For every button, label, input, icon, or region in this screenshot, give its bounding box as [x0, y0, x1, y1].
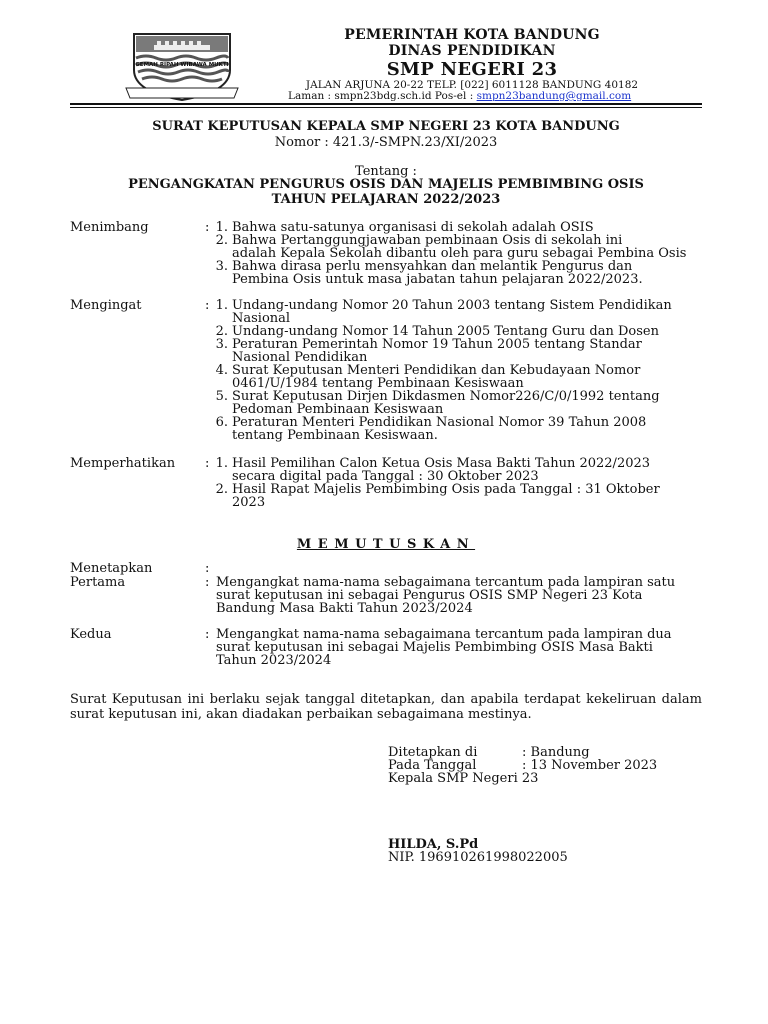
recalling-item-number: 4.	[215, 363, 228, 378]
first-text: surat keputusan ini sebagai Pengurus OSIS SMP Negeri 23 Kota	[216, 588, 643, 603]
recalling-item-text: 0461/U/1984 tentang Pembinaan Kesiswaan	[232, 376, 524, 391]
recalling-item-number: 6.	[215, 415, 228, 430]
considering-item-text: Pembina Osis untuk masa jabatan tahun pelajaran 2022/2023.	[232, 272, 643, 287]
decree-number: Nomor : 421.3/-SMPN.23/XI/2023	[274, 135, 498, 150]
considering-item-text: Bahwa Pertanggungjawaban pembinaan Osis di sekolah ini	[232, 233, 623, 248]
first-colon: :	[205, 575, 210, 590]
second-colon: :	[205, 627, 210, 642]
about-label: Tentang :	[355, 164, 417, 179]
determine-colon: :	[205, 561, 210, 576]
decree-subject-line1: PENGANGKATAN PENGURUS OSIS DAN MAJELIS PEMBIMBING OSIS	[128, 177, 644, 192]
second-text: surat keputusan ini sebagai Majelis Pembimbing OSIS Masa Bakti	[216, 640, 653, 655]
web-contact	[288, 90, 631, 102]
signer-position: Kepala SMP Negeri 23	[388, 771, 539, 786]
noting-item-number: 1.	[215, 456, 228, 471]
noting-item-text: secara digital pada Tanggal : 30 Oktober 2023	[232, 469, 539, 484]
recalling-item-text: Nasional Pendidikan	[232, 350, 368, 365]
noting-item-number: 2.	[215, 482, 228, 497]
recalling-colon: :	[205, 298, 210, 313]
department-name: DINAS PENDIDIKAN	[388, 43, 556, 59]
letterhead-rule-thin	[70, 107, 702, 108]
date-value: : 13 November 2023	[522, 758, 658, 773]
decree-subject-line2: TAHUN PELAJARAN 2022/2023	[271, 192, 501, 207]
place-label: Ditetapkan di	[388, 745, 478, 760]
recalling-item-text: Undang-undang Nomor 20 Tahun 2003 tentang Sistem Pendidikan	[232, 298, 672, 313]
considering-item-text: Bahwa satu-satunya organisasi di sekolah adalah OSIS	[232, 220, 594, 235]
recalling-item-text: Undang-undang Nomor 14 Tahun 2005 Tentang Guru dan Dosen	[232, 324, 659, 339]
noting-item-text: 2023	[232, 495, 266, 510]
recalling-item-number: 2.	[215, 324, 228, 339]
web-label: Laman : smpn23bdg.sch.id Pos-el :	[288, 90, 477, 102]
noting-label: Memperhatikan	[70, 456, 176, 471]
first-text: Bandung Masa Bakti Tahun 2023/2024	[216, 601, 473, 616]
considering-label: Menimbang	[70, 220, 149, 235]
letterhead-rule-thick	[70, 103, 702, 105]
considering-item-text: Bahwa dirasa perlu mensyahkan dan melantik Pengurus dan	[232, 259, 633, 274]
second-text: Mengangkat nama-nama sebagaimana tercantum pada lampiran dua	[216, 627, 672, 642]
logo-motto: GEMAH RIPAH WIBAWA MUKTI	[135, 62, 229, 68]
closing-paragraph: Surat Keputusan ini berlaku sejak tanggal ditetapkan, dan apabila terdapat kekeliruan dalam surat keputusan ini, akan diadakan perbaikan sebagaimana mestinya.	[70, 692, 702, 722]
signer-name: HILDA, S.Pd	[388, 837, 479, 852]
date-label: Pada Tanggal	[388, 758, 477, 773]
school-address: JALAN ARJUNA 20-22 TELP. [022] 6011128 BANDUNG 40182	[305, 79, 639, 91]
place-value: : Bandung	[522, 745, 590, 760]
recalling-item-text: Nasional	[232, 311, 291, 326]
signer-nip: NIP. 196910261998022005	[388, 850, 568, 865]
recalling-item-text: Peraturan Menteri Pendidikan Nasional Nomor 39 Tahun 2008	[232, 415, 647, 430]
considering-item-number: 3.	[215, 259, 228, 274]
considering-item-text: adalah Kepala Sekolah dibantu oleh para guru sebagai Pembina Osis	[232, 246, 687, 261]
school-name: SMP NEGERI 23	[386, 59, 558, 80]
considering-item-number: 1.	[215, 220, 228, 235]
second-label: Kedua	[70, 627, 112, 642]
recalling-item-number: 1.	[215, 298, 228, 313]
decides-heading	[70, 537, 702, 552]
recalling-item-text: tentang Pembinaan Kesiswaan.	[232, 428, 438, 443]
decree-title: SURAT KEPUTUSAN KEPALA SMP NEGERI 23 KOTA BANDUNG	[152, 119, 620, 134]
considering-item-number: 2.	[215, 233, 228, 248]
noting-item-text: Hasil Pemilihan Calon Ketua Osis Masa Bakti Tahun 2022/2023	[232, 456, 651, 471]
noting-item-text: Hasil Rapat Majelis Pembimbing Osis pada Tanggal : 31 Oktober	[232, 482, 660, 497]
recalling-item-text: Pedoman Pembinaan Kesiswaan	[232, 402, 444, 417]
noting-colon: :	[205, 456, 210, 471]
recalling-item-text: Peraturan Pemerintah Nomor 19 Tahun 2005 tentang Standar	[232, 337, 642, 352]
determine-label: Menetapkan	[70, 561, 153, 576]
email-link[interactable]: smpn23bandung@gmail.com	[476, 90, 632, 102]
considering-colon: :	[205, 220, 210, 235]
second-text: Tahun 2023/2024	[216, 653, 332, 668]
government-name: PEMERINTAH KOTA BANDUNG	[344, 27, 600, 43]
first-label: Pertama	[70, 575, 126, 590]
decides-heading-text: MEMUTUSKAN	[296, 537, 476, 552]
recalling-item-number: 5.	[215, 389, 228, 404]
recalling-item-number: 3.	[215, 337, 228, 352]
recalling-item-text: Surat Keputusan Dirjen Dikdasmen Nomor226/C/0/1992 tentang	[232, 389, 660, 404]
recalling-label: Mengingat	[70, 298, 142, 313]
first-text: Mengangkat nama-nama sebagaimana tercantum pada lampiran satu	[216, 575, 676, 590]
recalling-item-text: Surat Keputusan Menteri Pendidikan dan Kebudayaan Nomor	[232, 363, 641, 378]
